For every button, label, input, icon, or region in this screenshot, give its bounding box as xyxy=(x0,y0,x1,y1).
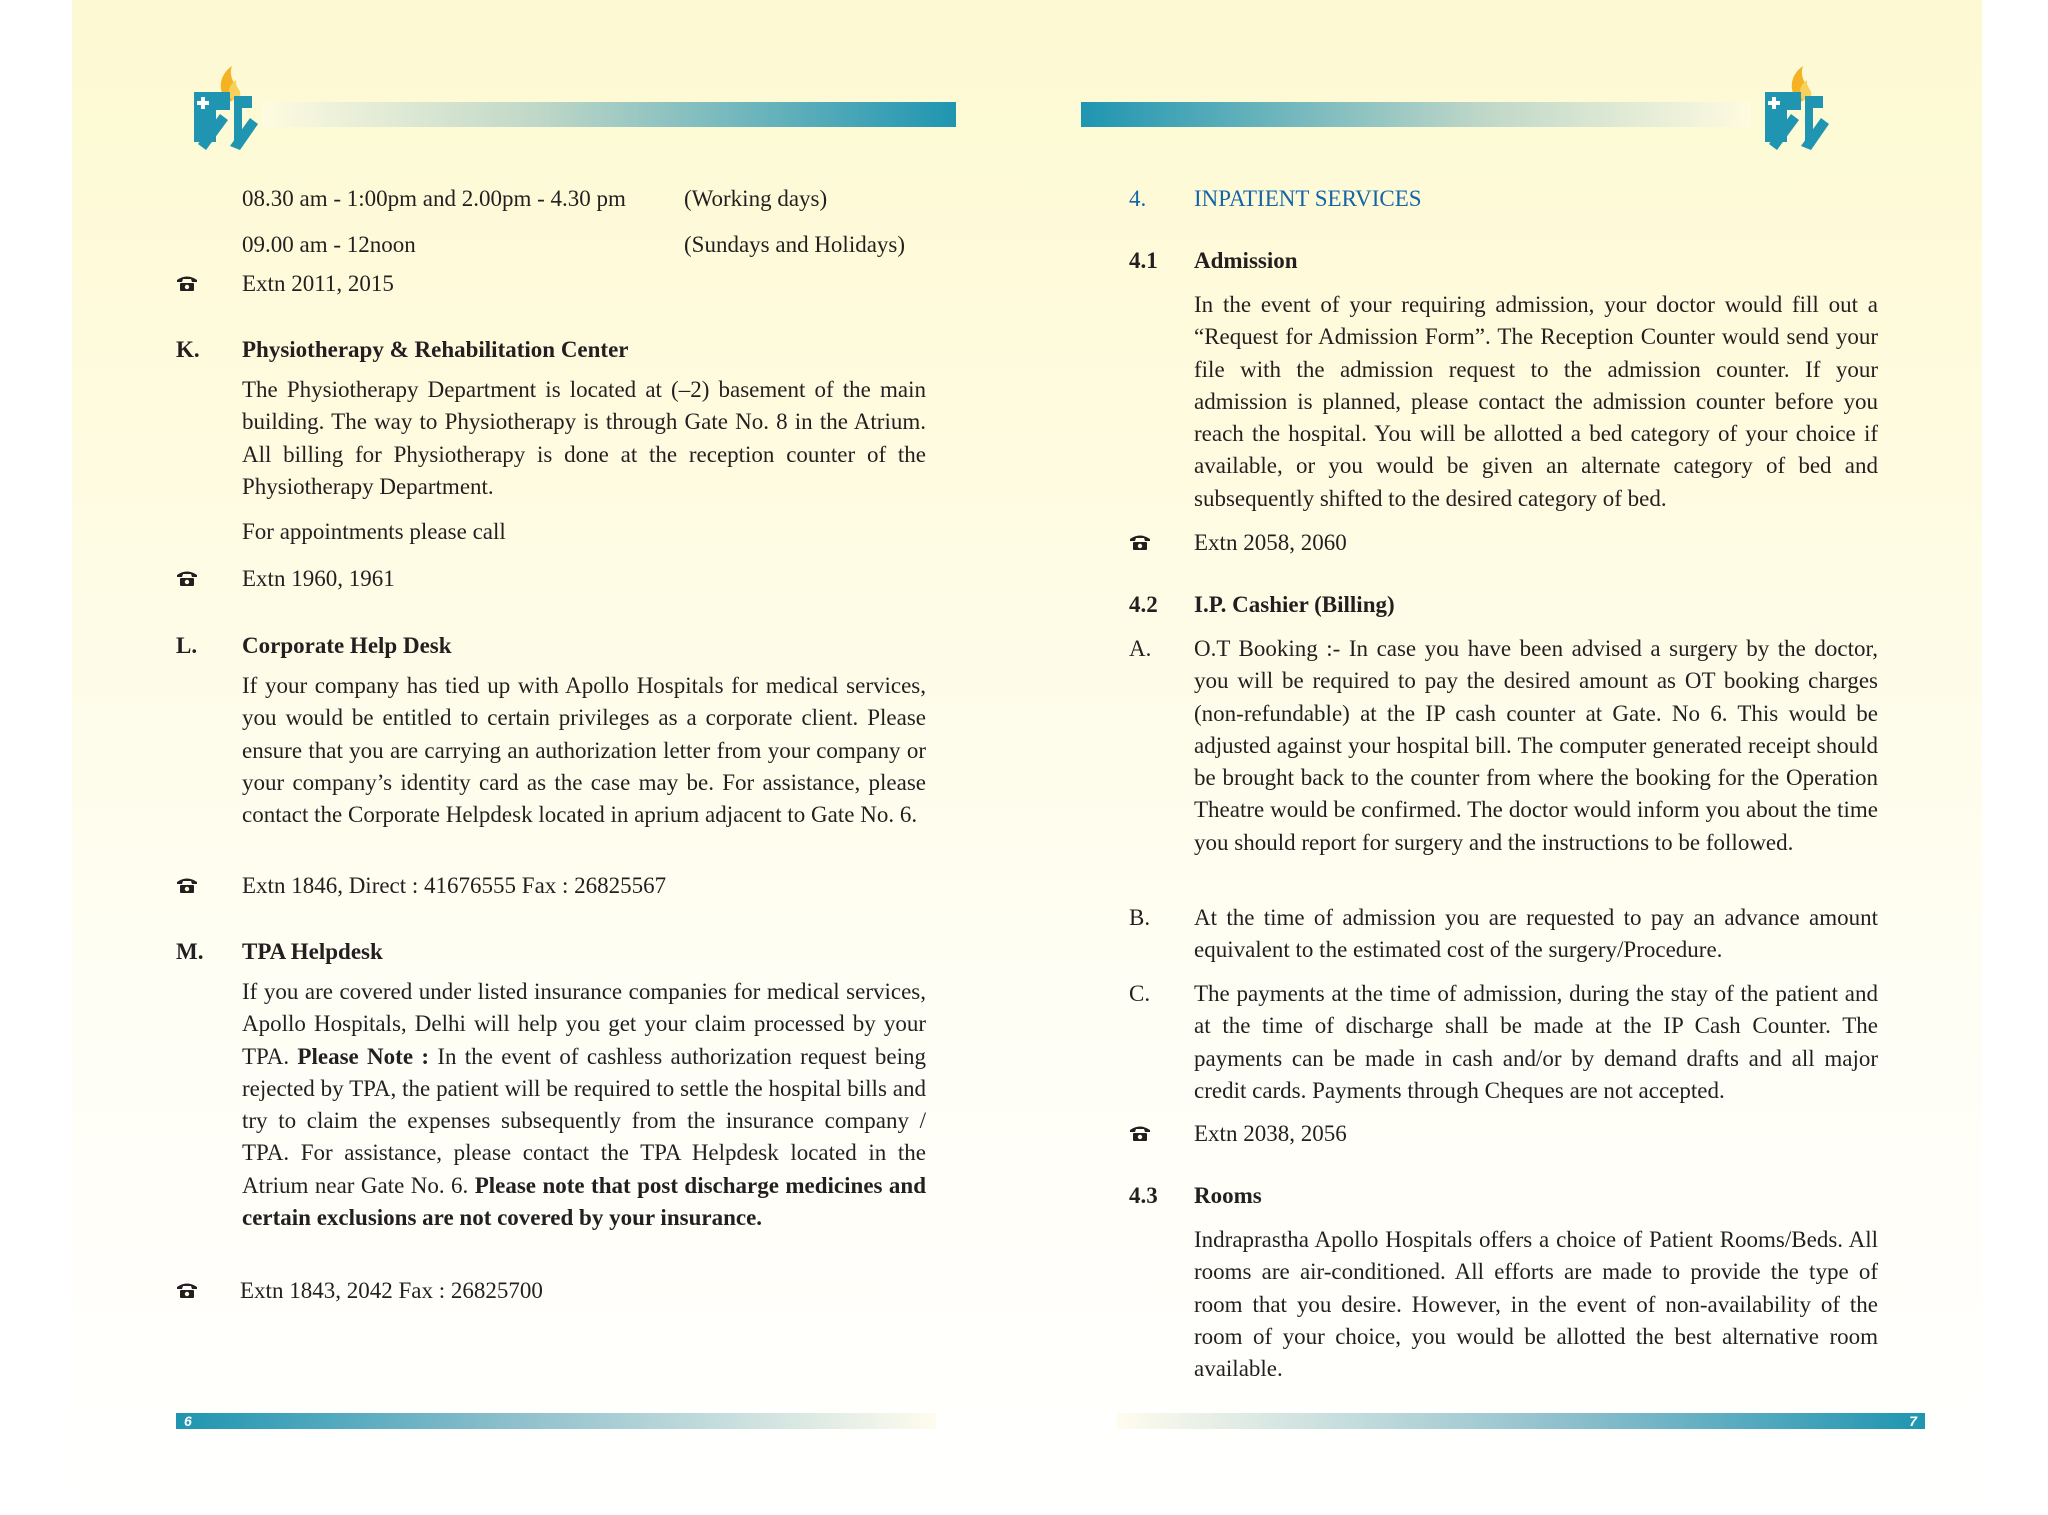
item-c-letter: C. xyxy=(1129,981,1151,1006)
hours-time-holidays: 09.00 am - 12noon xyxy=(242,232,416,257)
section-k-letter: K. xyxy=(176,337,200,362)
left-page xyxy=(72,0,1027,1515)
sub-4-3-body: Indraprastha Apollo Hospitals offers a choice of Patient Rooms/Beds. All rooms are air-conditioned. All efforts are made to provide the type of room that you desire. However, in the event of non-availability of the room of your choice, you would be allotted the best alternative room available. xyxy=(1194,1227,1878,1382)
phone-icon xyxy=(176,1281,198,1299)
sub-4-1-body: In the event of your requiring admission, your doctor would fill out a “Request for Admission Form”. The Reception Counter would send your file with the admission request to the admission counter. If your admission is planned, please contact the admission counter before you reach the hospital. You will be allotted a bed category of your choice if available, or you would be given an alternate category of bed and subsequently shifted to the desired category of bed. xyxy=(1194,292,1878,511)
phone-icon xyxy=(1129,533,1151,551)
section-m-body xyxy=(242,976,926,1234)
phone-icon xyxy=(176,274,198,292)
section-k-extn: Extn 1960, 1961 xyxy=(242,566,395,591)
section-m-letter: M. xyxy=(176,939,204,964)
extn-top: Extn 2011, 2015 xyxy=(242,271,394,296)
sub-4-2-extn: Extn 2038, 2056 xyxy=(1194,1121,1347,1146)
section-m-exclusion-note: Please note that post discharge medicines and certain exclusions are not covered by your insurance. xyxy=(242,1172,926,1231)
section-l-body: If your company has tied up with Apollo Hospitals for medical services, you would be entitled to certain privileges as a corporate client. Please ensure that you are carrying an authorization letter from your company or your company’s identity card as the case may be. For assistance, please contact the Corporate Helpdesk located in aprium adjacent to Gate No. 6. xyxy=(242,673,926,828)
section-m-note-label: Please Note : xyxy=(297,1043,430,1069)
sub-4-1-number: 4.1 xyxy=(1129,248,1158,273)
section-m-extn: Extn 1843, 2042 Fax : 26825700 xyxy=(240,1278,543,1303)
page-number: 6 xyxy=(184,1413,192,1429)
item-c-text: The payments at the time of admission, during the stay of the patient and at the time of discharge shall be made at the IP Cash Counter. The payments can be made in cash and/or by demand drafts and all major credit cards. Payments through Cheques are not accepted. xyxy=(1194,981,1878,1103)
hours-note-working: (Working days) xyxy=(684,186,828,211)
item-b-letter: B. xyxy=(1129,905,1151,930)
item-b-text: At the time of admission you are requested to pay an advance amount equivalent to the estimated cost of the surgery/Procedure. xyxy=(1194,905,1878,963)
sub-4-1-title: Admission xyxy=(1194,248,1298,273)
phone-icon xyxy=(176,876,198,894)
hours-time-working: 08.30 am - 1:00pm and 2.00pm - 4.30 pm xyxy=(242,186,626,211)
sub-4-3-title: Rooms xyxy=(1194,1183,1262,1208)
appointments-text: For appointments please call xyxy=(242,519,506,544)
right-page xyxy=(1027,0,1982,1515)
section-k-body: The Physiotherapy Department is located at (–2) basement of the main building. The way to Physiotherapy is through Gate No. 8 in the Atrium. All billing for Physiotherapy is done at the reception counter of the Physiotherapy Department. xyxy=(242,377,926,499)
item-a-text: O.T Booking :- In case you have been advised a surgery by the doctor, you will be required to pay the desired amount as OT booking charges (non-refundable) at the IP cash counter at Gate. No 6. This would be adjusted against your hospital bill. The computer generated receipt should be brought back to the counter from where the booking for the Operation Theatre would be confirmed. The doctor would inform you about the time you should report for surgery and the instructions to be followed. xyxy=(1194,636,1878,855)
section-number: 4. xyxy=(1129,186,1147,211)
sub-4-2-title: I.P. Cashier (Billing) xyxy=(1194,592,1395,617)
section-l-letter: L. xyxy=(176,633,198,658)
hours-note-holidays: (Sundays and Holidays) xyxy=(684,232,906,257)
phone-icon xyxy=(176,569,198,587)
apollo-logo xyxy=(1761,62,1837,152)
header-bar xyxy=(1081,102,1751,127)
section-l-extn: Extn 1846, Direct : 41676555 Fax : 26825567 xyxy=(242,873,667,898)
footer-bar xyxy=(176,1413,936,1429)
section-l-title: Corporate Help Desk xyxy=(242,633,452,658)
section-k-title: Physiotherapy & Rehabilitation Center xyxy=(242,337,629,362)
page-number: 7 xyxy=(1909,1413,1917,1429)
sub-4-2-number: 4.2 xyxy=(1129,592,1158,617)
section-m-body-part2: In the event of cashless authorization request being rejected by TPA, the patient will be required to settle the hospital bills and try to claim the expenses subsequently from the insurance company / TPA. For assistance, please contact the TPA Helpdesk located in the Atrium near Gate No. 6. xyxy=(242,1043,927,1198)
header-bar xyxy=(262,102,956,127)
phone-icon xyxy=(1129,1124,1151,1142)
sub-4-3-number: 4.3 xyxy=(1129,1183,1158,1208)
section-title: INPATIENT SERVICES xyxy=(1194,186,1422,211)
item-a-letter: A. xyxy=(1129,636,1152,661)
apollo-logo xyxy=(190,62,266,152)
footer-bar xyxy=(1117,1413,1925,1429)
section-m-body-part1: If you are covered under listed insurance companies for medical services, Apollo Hospitals, Delhi will help you get your claim processed by your TPA. xyxy=(242,979,926,1069)
brochure-spread xyxy=(72,0,1982,1515)
section-m-title: TPA Helpdesk xyxy=(242,939,383,964)
sub-4-1-extn: Extn 2058, 2060 xyxy=(1194,530,1347,555)
